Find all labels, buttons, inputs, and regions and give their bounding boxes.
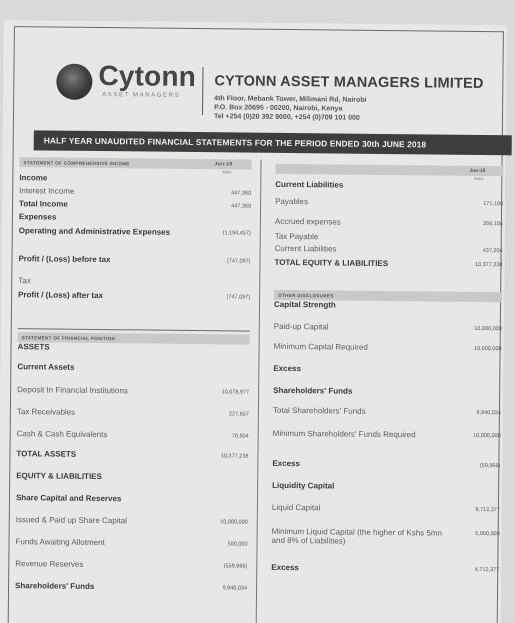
row-value: 9,940,034 xyxy=(476,409,501,417)
row-value: (1,194,457) xyxy=(222,230,251,237)
row-label: Revenue Reserves xyxy=(15,559,84,569)
row-value xyxy=(192,473,248,476)
address-line-2: P.O. Box 20695 - 00200, Nairobi, Kenya xyxy=(214,104,343,113)
statement-row xyxy=(273,342,501,366)
row-value xyxy=(447,182,503,185)
row-label: Share Capital and Reserves xyxy=(15,493,122,504)
row-value xyxy=(193,364,249,367)
row-value: 447,360 xyxy=(231,203,252,210)
row-value: 10,078,977 xyxy=(221,389,250,396)
position-statement-title: STATEMENT OF FINANCIAL POSITION xyxy=(21,334,116,341)
row-value: 4,712,377 xyxy=(474,566,500,574)
company-info xyxy=(214,73,514,124)
statement-row xyxy=(272,429,500,461)
row-value xyxy=(194,344,250,347)
row-value xyxy=(445,366,501,369)
statement-row xyxy=(16,449,248,473)
statement-row xyxy=(274,258,502,282)
statement-row xyxy=(17,342,249,364)
row-value xyxy=(445,388,501,391)
row-label: Income xyxy=(19,173,48,183)
row-label: Excess xyxy=(272,458,301,469)
row-label: Total Shareholders' Funds xyxy=(272,405,366,416)
row-label: Current Liabilities xyxy=(274,243,337,254)
row-label: Funds Awaiting Allotment xyxy=(15,537,105,548)
address-line-3: Tel +254 (0)20 392 9000, +254 (0)709 101 000 xyxy=(213,113,360,122)
row-label: TOTAL EQUITY & LIABILITIES xyxy=(274,257,389,269)
statement-row xyxy=(18,254,250,278)
statement-row xyxy=(17,385,249,409)
row-value: 266,104 xyxy=(482,221,503,228)
liabilities-rows xyxy=(274,180,503,282)
row-label: Liquid Capital xyxy=(271,502,321,513)
row-value: 227,657 xyxy=(228,411,249,418)
statement-row xyxy=(275,197,503,219)
logo-subtext: ASSET MANAGERS xyxy=(102,92,181,99)
row-label: Operating and Administrative Expenses xyxy=(18,226,171,237)
logo-wordmark: Cytonn xyxy=(98,59,197,93)
row-label: EQUITY & LIABILITIES xyxy=(16,471,102,482)
column-divider xyxy=(256,160,262,623)
row-label: Paid-up Capital xyxy=(273,321,329,332)
statement-row xyxy=(273,406,501,431)
statement-row xyxy=(15,537,247,561)
row-value: 171,100 xyxy=(483,201,504,208)
row-label: Tax Payable xyxy=(274,231,319,242)
statement-row xyxy=(271,563,499,583)
row-value xyxy=(447,234,503,237)
statement-row xyxy=(17,429,249,451)
row-value: 9,940,034 xyxy=(222,585,248,592)
statement-row xyxy=(16,493,248,517)
statement-row xyxy=(16,471,248,495)
row-label: Excess xyxy=(273,363,302,374)
right-period-header: Jun-18 xyxy=(275,164,503,176)
row-value xyxy=(194,278,250,281)
row-value: 70,604 xyxy=(231,433,249,440)
row-value: (747,097) xyxy=(226,258,251,265)
row-label: Profit / (Loss) before tax xyxy=(18,254,111,265)
row-value xyxy=(195,175,251,178)
row-value xyxy=(195,214,251,217)
disclosure-rows xyxy=(271,300,502,583)
income-currency: Kshs xyxy=(222,169,232,175)
statement-row xyxy=(272,459,500,483)
row-label: Total Income xyxy=(19,199,68,209)
row-value: 10,000,000 xyxy=(474,325,502,333)
left-column xyxy=(15,157,252,601)
row-label: Minimum Capital Required xyxy=(273,341,368,352)
statement-row xyxy=(15,559,247,583)
header-divider xyxy=(202,67,204,115)
row-label: Profit / (Loss) after tax xyxy=(18,290,104,301)
row-value xyxy=(444,483,500,486)
row-label: Shareholders' Funds xyxy=(15,581,95,591)
statement-row xyxy=(273,364,501,388)
other-disclosures-title: OTHER DISCLOSURES xyxy=(278,292,334,298)
income-rows xyxy=(18,173,251,316)
row-label: Cash & Cash Equivalents xyxy=(16,429,108,440)
row-value: (59,966) xyxy=(479,463,501,470)
row-value: 10,377,238 xyxy=(220,453,249,460)
row-label: Current Liabilities xyxy=(275,179,344,190)
income-period: Jun-18 xyxy=(214,161,233,168)
statement-row xyxy=(15,581,247,601)
statement-row xyxy=(18,290,250,316)
row-label: Expenses xyxy=(18,212,57,222)
statement-row xyxy=(17,362,249,387)
row-value xyxy=(446,302,502,305)
right-currency: Kshs xyxy=(474,175,484,182)
statement-frame xyxy=(8,26,504,623)
row-label: ASSETS xyxy=(17,342,50,352)
statement-row xyxy=(272,481,500,505)
row-value: 10,377,238 xyxy=(474,261,503,269)
row-label: Capital Strength xyxy=(273,299,336,310)
row-label: Liquidity Capital xyxy=(272,480,335,491)
row-label: Excess xyxy=(271,562,299,573)
statement-row xyxy=(16,515,248,539)
row-label: Minimum Liquid Capital (the higher of Kshs 5mn and 8% of Liabilities) xyxy=(271,526,443,546)
address-line-1: 4th Floor, Mebank Tower, Milimani Rd, Nairobi xyxy=(214,95,367,104)
row-value: 10,000,000 xyxy=(220,519,248,526)
row-label: Deposit In Financial Institutions xyxy=(17,385,128,396)
row-value: 9,712,377 xyxy=(475,506,500,514)
statement-row xyxy=(273,386,501,408)
row-label: Current Assets xyxy=(17,362,75,372)
row-label: Issued & Paid up Share Capital xyxy=(15,515,127,526)
row-label: Interest Income xyxy=(19,186,75,196)
position-rows xyxy=(15,342,250,601)
row-value: 500,000 xyxy=(227,541,248,548)
statement-title-banner: HALF YEAR UNAUDITED FINANCIAL STATEMENTS FOR THE PERIOD ENDED 30th JUNE 2018 xyxy=(34,130,512,155)
row-value xyxy=(192,495,248,498)
row-value: 10,000,000 xyxy=(473,432,501,440)
statement-row xyxy=(272,503,500,529)
row-label: TOTAL ASSETS xyxy=(16,449,77,459)
company-address xyxy=(214,94,514,124)
income-statement-title: STATEMENT OF COMPREHENSIVE INCOME xyxy=(23,159,130,166)
row-value: 437,204 xyxy=(482,248,503,255)
row-value: 447,360 xyxy=(231,190,252,197)
newspaper-page xyxy=(0,20,507,623)
row-label: Tax Receivables xyxy=(16,407,76,417)
cytonn-logo xyxy=(50,57,201,109)
statement-row xyxy=(19,226,251,256)
row-label: Tax xyxy=(18,276,31,286)
row-label: Minimum Shareholders' Funds Required xyxy=(272,428,416,440)
company-name: CYTONN ASSET MANAGERS LIMITED xyxy=(214,73,484,93)
right-column xyxy=(271,164,503,583)
row-label: Shareholders' Funds xyxy=(273,385,353,396)
row-label: Payables xyxy=(275,196,309,207)
logo-circle-icon xyxy=(56,64,92,100)
statement-row xyxy=(17,407,249,431)
row-label: Accrued expenses xyxy=(274,216,341,227)
row-value: (747,097) xyxy=(226,294,251,301)
row-value: 5,000,000 xyxy=(475,530,500,538)
statement-row xyxy=(274,300,502,324)
statement-row xyxy=(274,322,502,344)
row-value: (559,966) xyxy=(223,563,248,570)
row-value: 10,000,000 xyxy=(474,345,502,353)
statement-row xyxy=(271,527,499,565)
